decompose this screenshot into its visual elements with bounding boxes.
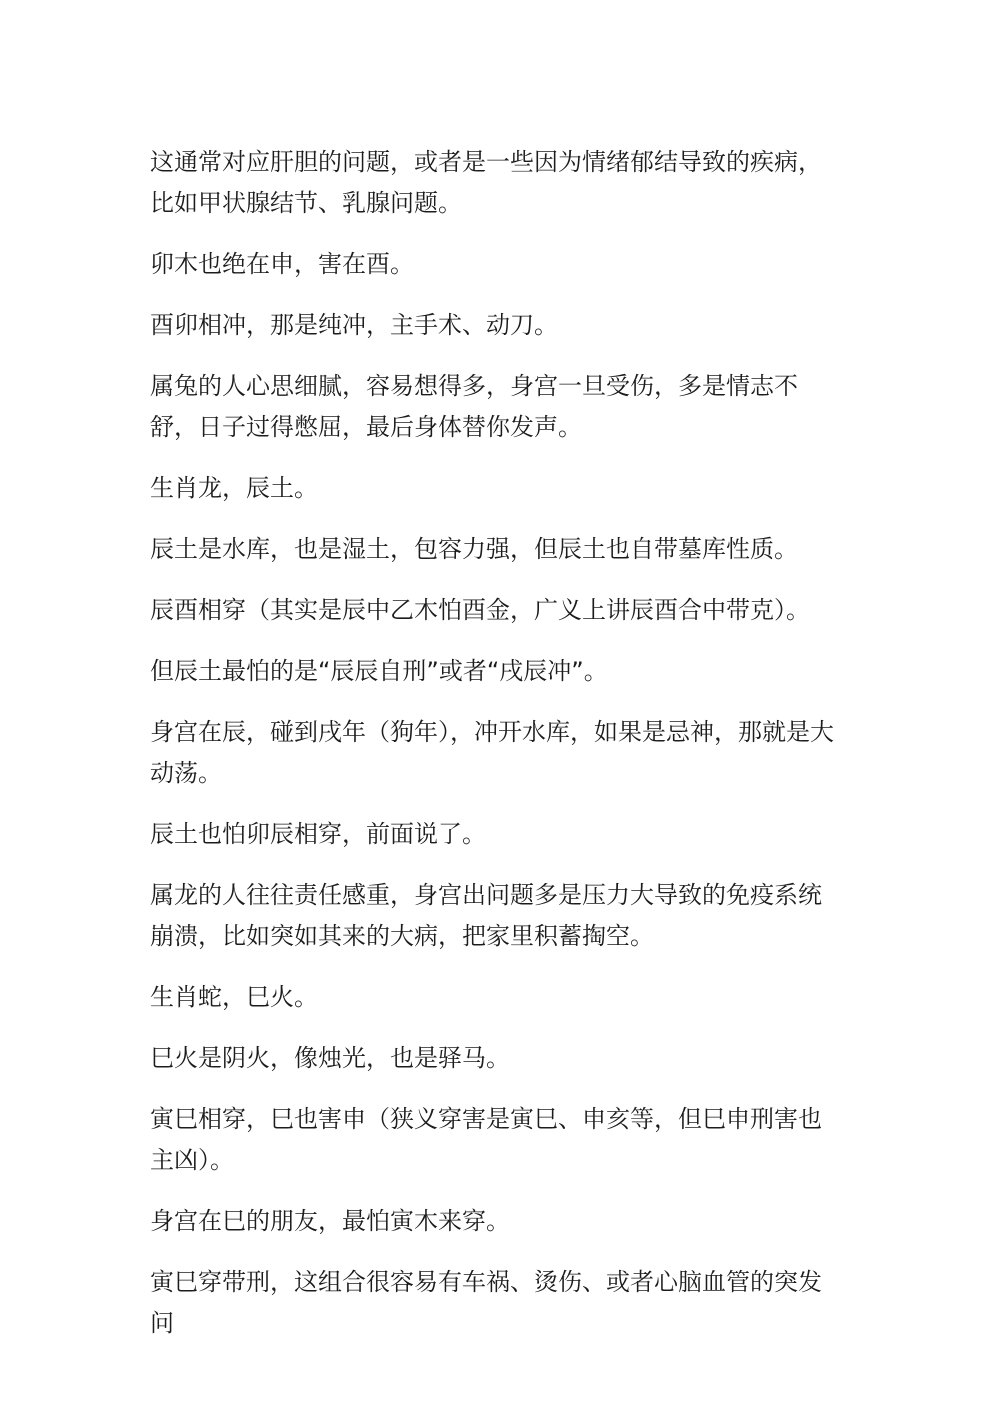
paragraph: 巳火是阴火，像烛光，也是驿马。 <box>150 1044 510 1072</box>
document-page <box>150 142 840 1364</box>
paragraph: 寅巳相穿，巳也害申（狭义穿害是寅巳、申亥等，但巳申刑害也主凶）。 <box>150 1105 822 1174</box>
paragraph: 寅巳穿带刑，这组合很容易有车祸、烫伤、或者心脑血管的突发问 <box>150 1268 822 1337</box>
paragraph: 辰土也怕卯辰相穿，前面说了。 <box>150 820 486 848</box>
paragraph: 身宫在辰，碰到戌年（狗年），冲开水库，如果是忌神，那就是大动荡。 <box>150 718 834 787</box>
paragraph: 这通常对应肝胆的问题，或者是一些因为情绪郁结导致的疾病，比如甲状腺结节、乳腺问题。 <box>150 148 822 217</box>
paragraph: 属龙的人往往责任感重，身宫出问题多是压力大导致的免疫系统崩溃，比如突如其来的大病，把家里积蓄掏空。 <box>150 881 822 950</box>
paragraph: 属兔的人心思细腻，容易想得多，身宫一旦受伤，多是情志不舒，日子过得憋屈，最后身体替你发声。 <box>150 372 798 441</box>
paragraph: 生肖龙，辰土。 <box>150 474 318 502</box>
paragraph: 身宫在巳的朋友，最怕寅木来穿。 <box>150 1207 510 1235</box>
paragraph: 辰酉相穿（其实是辰中乙木怕酉金，广义上讲辰酉合中带克）。 <box>150 596 810 624</box>
paragraph: 卯木也绝在申，害在酉。 <box>150 250 414 278</box>
paragraph: 生肖蛇，巳火。 <box>150 983 318 1011</box>
paragraph: 但辰土最怕的是“辰辰自刑”或者“戌辰冲”。 <box>150 657 608 685</box>
paragraph: 辰土是水库，也是湿土，包容力强，但辰土也自带墓库性质。 <box>150 535 798 563</box>
paragraph: 酉卯相冲，那是纯冲，主手术、动刀。 <box>150 311 558 339</box>
